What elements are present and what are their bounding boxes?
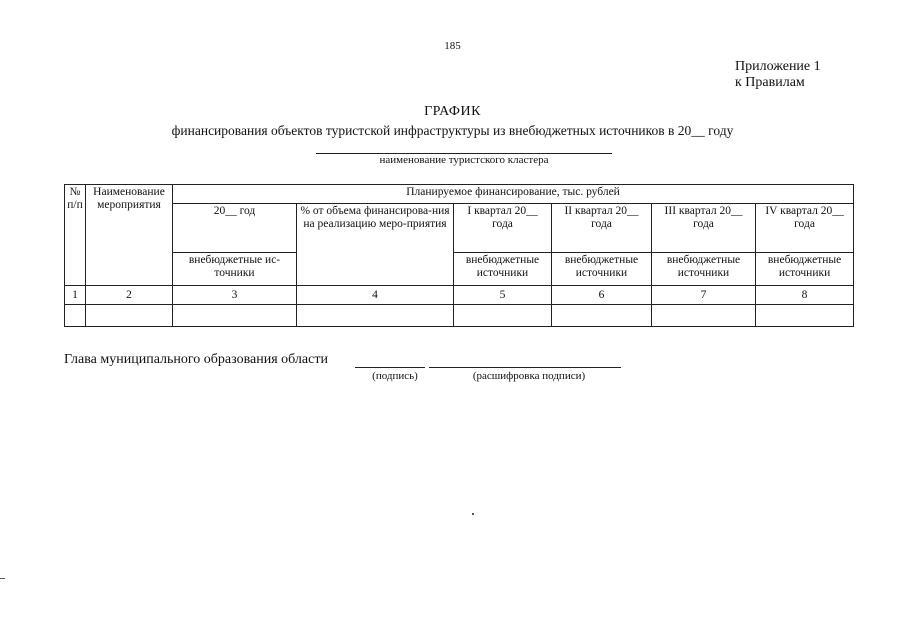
column-numbers-row [65,286,854,305]
appendix-note [735,59,821,91]
scan-speck [472,513,474,515]
column-number: 5 [454,286,552,305]
empty-cell [756,305,854,327]
subheader-q1-sources: внебюджетные источники [454,253,552,286]
header-event-name: Наименование мероприятия [86,185,173,286]
header-planned-financing: Планируемое финансирование, тыс. рублей [173,185,854,204]
empty-cell [552,305,652,327]
document-subtitle: финансирования объектов туристской инфраструктуры из внебюджетных источников в 20__ году [171,123,734,138]
appendix-line-1: Приложение 1 [735,59,821,74]
scan-mark [0,578,5,579]
header-q1: I квартал 20__ года [454,204,552,253]
document-title: ГРАФИК [424,104,481,119]
column-number: 1 [65,286,86,305]
header-q4: IV квартал 20__ года [756,204,854,253]
appendix-line-2: к Правилам [735,75,805,90]
signature-decode-blank [429,367,621,368]
page-number: 185 [444,40,461,52]
column-number: 8 [756,286,854,305]
subheader-year-sources: внебюджетные ис-точники [173,253,297,286]
empty-cell [454,305,552,327]
empty-cell [297,305,454,327]
header-num: № п/п [65,185,86,286]
header-year: 20__ год [173,204,297,253]
signature-caption: (подпись) [372,370,418,382]
empty-cell [65,305,86,327]
subheader-q3-sources: внебюджетные источники [652,253,756,286]
column-number: 3 [173,286,297,305]
financing-table [64,184,854,327]
column-number: 2 [86,286,173,305]
signature-decode-caption: (расшифровка подписи) [472,370,586,382]
subheader-q2-sources: внебюджетные источники [552,253,652,286]
empty-cell [86,305,173,327]
header-percent: % от объема финансирова-ния на реализацию меро-приятия [297,204,454,286]
signature-blank [355,367,425,368]
signature-text: Глава муниципального образования области [64,352,328,367]
empty-cell [173,305,297,327]
table-row [65,305,854,327]
empty-cell [652,305,756,327]
header-q3: III квартал 20__ года [652,204,756,253]
subheader-q4-sources: внебюджетные источники [756,253,854,286]
column-number: 7 [652,286,756,305]
cluster-caption: наименование туристского кластера [379,154,549,166]
column-number: 4 [297,286,454,305]
header-q2: II квартал 20__ года [552,204,652,253]
column-number: 6 [552,286,652,305]
